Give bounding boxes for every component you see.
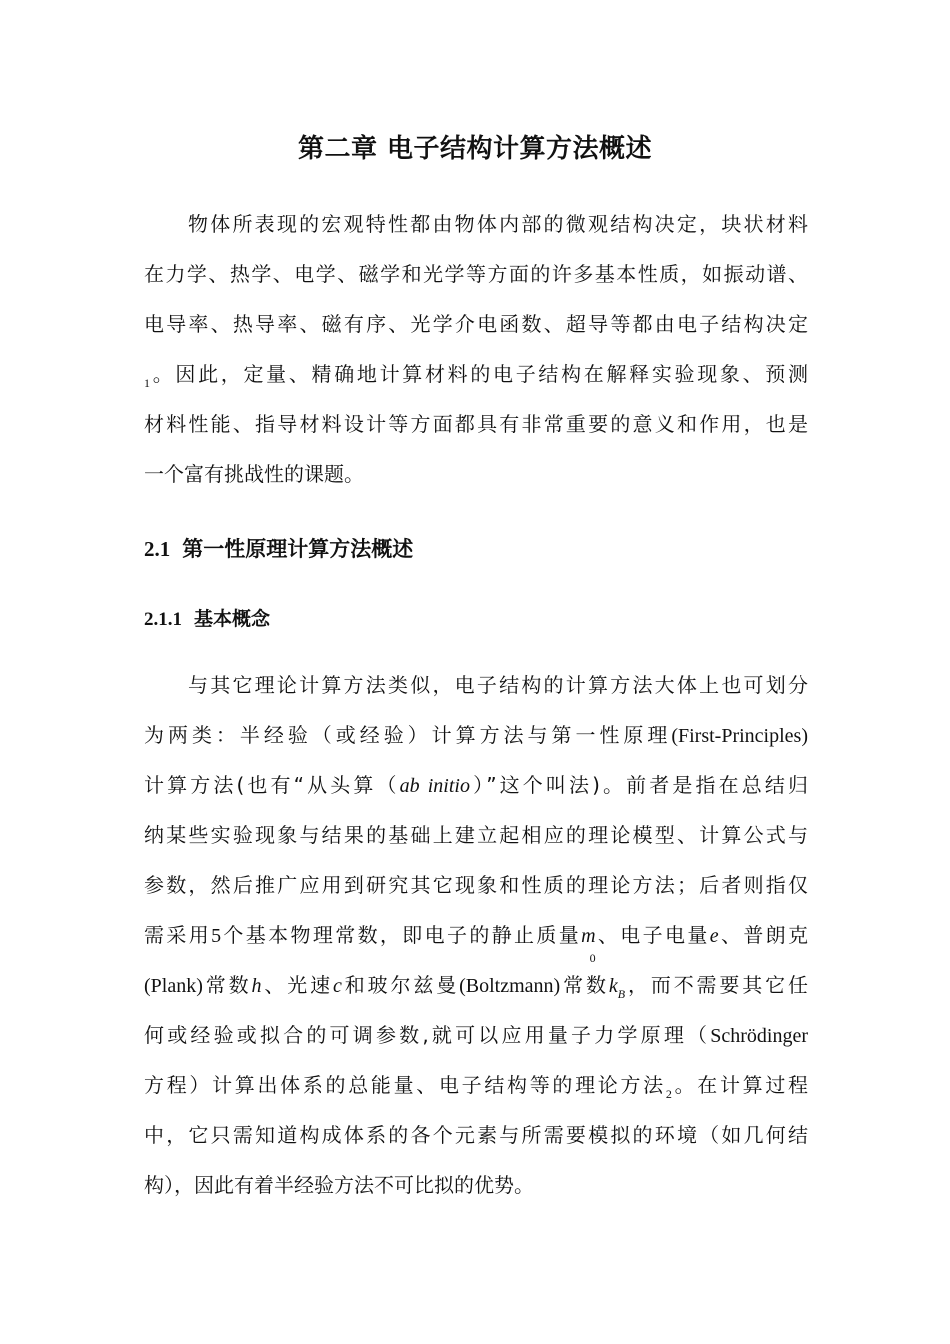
body-line-7-text-d: 、光速 [261,973,333,997]
body-line-7-text-b: 常数 [202,973,252,997]
intro-line-2: 在力学、热学、电学、磁学和光学等方面的许多基本性质，如振动谱、 [144,262,808,286]
count-five: 5 [211,925,222,947]
footnote-ref-1: 1 [144,376,150,390]
subsection-title: 基本概念 [194,608,271,630]
symbol-e: e [709,925,719,947]
subscript-0: 0 [589,951,596,965]
term-boltzmann: (Boltzmann) [459,975,561,997]
symbol-c: c [333,975,342,997]
symbol-h: h [251,975,262,997]
body-line-3-text-c: ）”这个叫法)。前者是指在总结归 [469,773,809,797]
term-ab-initio: ab initio [399,775,470,797]
body-line-7 [144,971,808,999]
body-line-7-text-h: 常数 [560,973,609,997]
term-schrodinger: Schrödinger [710,1025,808,1047]
body-line-6-text-f: 、电子电量 [595,923,710,947]
subsection-number: 2.1.1 [144,609,182,630]
footnote-ref-2: 2 [665,1087,672,1101]
chapter-title: 第二章 电子结构计算方法概述 [297,134,653,164]
section-title: 第一性原理计算方法概述 [182,537,414,561]
subsection-heading [144,604,270,631]
body-line-7-text-f: 和玻尔兹曼 [341,973,460,997]
body-line-6-text-a: 需采用 [144,923,212,947]
section-heading [144,533,413,563]
body-line-6 [144,921,809,965]
intro-line-4 [144,360,808,388]
body-line-9 [144,1071,808,1099]
body-line-10: 中，它只需知道构成体系的各个元素与所需要模拟的环境（如几何结 [144,1123,808,1147]
body-line-6-text-c: 个基本物理常数，即电子的静止质量 [221,923,582,947]
symbol-k: k [608,975,618,997]
body-line-11: 构），因此有着半经验方法不可比拟的优势。 [144,1173,534,1197]
body-line-3-text-a: 计算方法(也有“从头算（ [144,773,400,797]
body-line-8-text-a: 何或经验或拟合的可调参数,就可以应用量子力学原理（ [144,1023,711,1047]
body-line-8 [144,1021,808,1049]
subscript-b: B [617,987,626,1001]
body-line-4: 纳某些实验现象与结果的基础上建立起相应的理论模型、计算公式与 [144,823,808,847]
intro-line-5: 材料性能、指导材料设计等方面都具有非常重要的意义和作用，也是 [144,412,808,436]
term-first-principles: (First-Principles) [671,725,808,747]
intro-line-1: 物体所表现的宏观特性都由物体内部的微观结构决定，块状材料 [188,212,808,236]
symbol-m: m [581,925,596,947]
intro-line-6: 一个富有挑战性的课题。 [144,462,364,486]
body-line-3 [144,771,808,799]
section-number: 2.1 [144,537,171,561]
body-line-1: 与其它理论计算方法类似，电子结构的计算方法大体上也可划分 [188,673,808,697]
body-line-7-text-k: ，而不需要其它任 [625,973,809,997]
body-line-2-text: 为两类：半经验（或经验）计算方法与第一性原理 [144,723,672,747]
body-line-9-text-c: 。在计算过程 [671,1073,809,1097]
intro-line-3: 电导率、热导率、磁有序、光学介电函数、超导等都由电子结构决定 [144,312,808,336]
body-line-2 [144,721,808,749]
body-line-6-text-h: 、普朗克 [718,923,809,947]
intro-line-4-text: 。因此，定量、精确地计算材料的电子结构在解释实验现象、预测 [150,362,808,386]
term-plank: (Plank) [144,975,203,997]
body-line-9-text-a: 方程）计算出体系的总能量、电子结构等的理论方法 [144,1073,666,1097]
body-line-5: 参数，然后推广应用到研究其它现象和性质的理论方法；后者则指仅 [144,873,808,897]
